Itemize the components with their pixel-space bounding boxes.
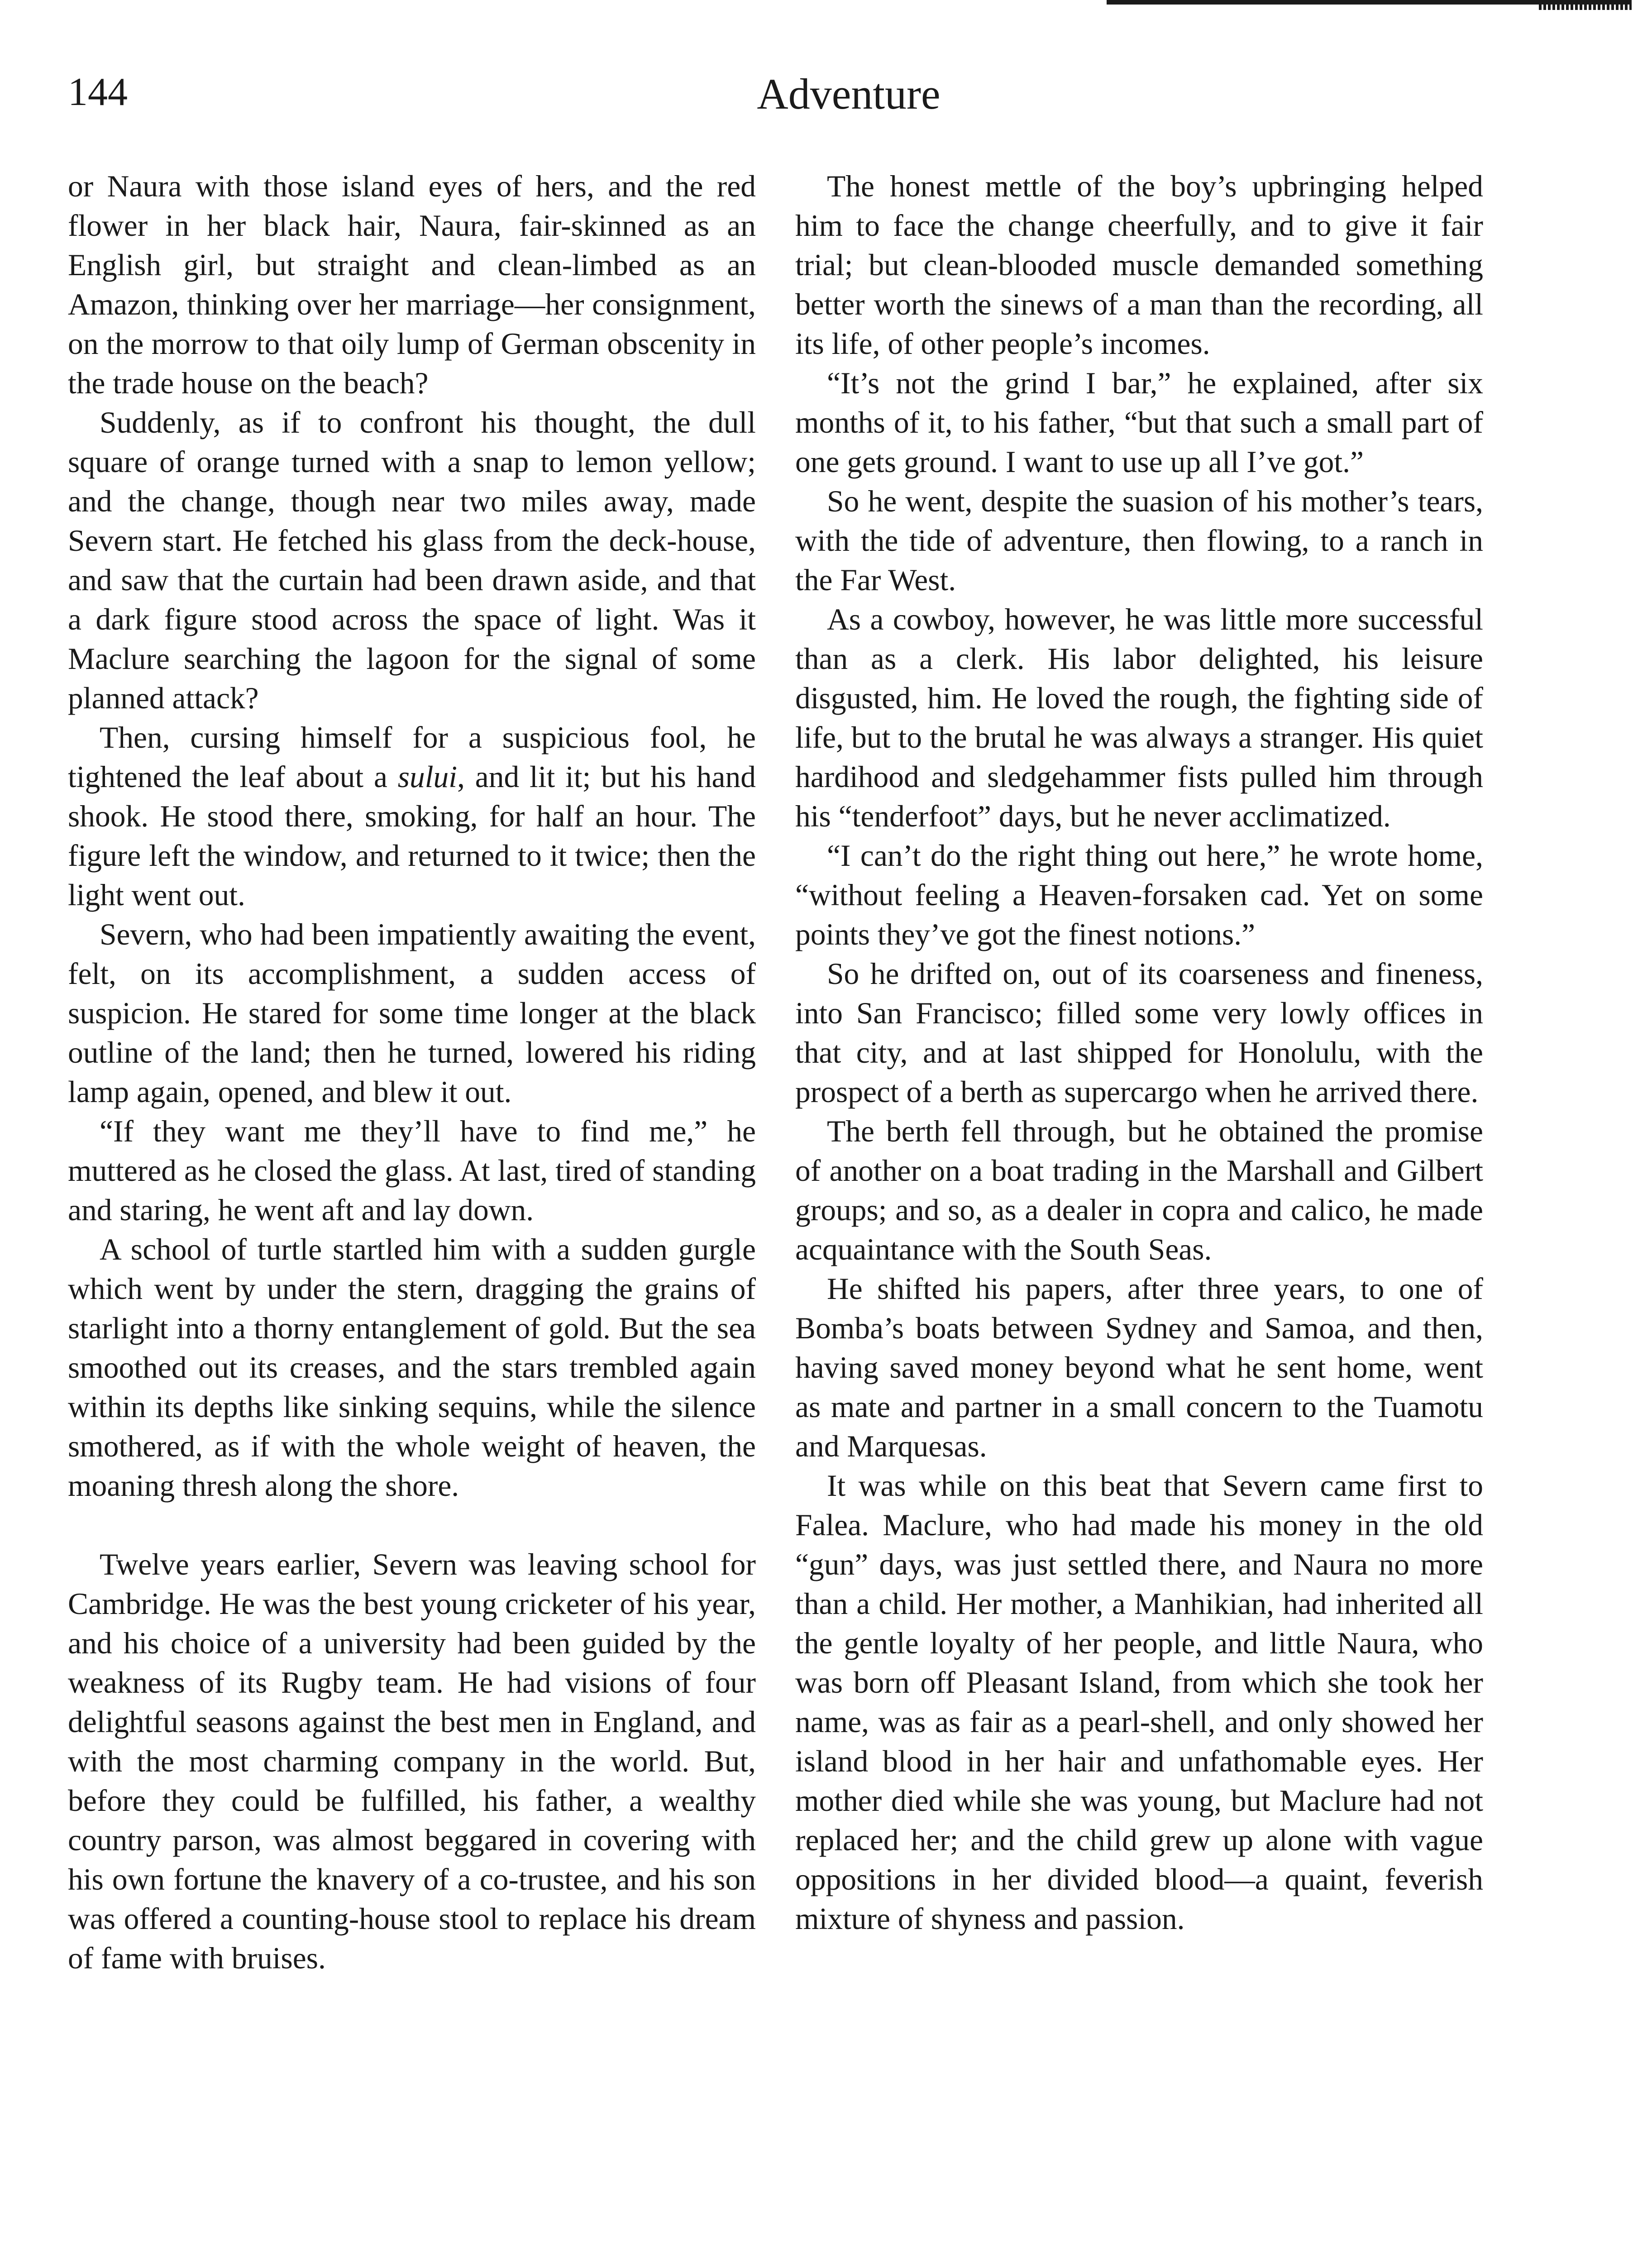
- paragraph: “It’s not the grind I bar,” he explained, after six months of it, to his father, “but that such a small part of one gets ground. I want to use up all I’ve got.”: [795, 366, 1483, 479]
- paragraph: Suddenly, as if to confront his thought, the dull square of orange turned with a snap to lemon yellow; and the change, though near two miles away, made Severn start. He fetched his glass from the deck-house, and saw that the curtain had been drawn aside, and that a dark figure stood across the space of light. Was it Maclure searching the lagoon for the signal of some planned attack?: [68, 406, 756, 715]
- paragraph-text: Then, cursing himself for a suspicious fool, he tightened the leaf about a: [68, 721, 756, 794]
- paragraph: Severn, who had been impatiently awaiting the event, felt, on its accomplishment, a sudden access of suspicion. He stared for some time longer at the black outline of the land; then he turned, lowered his riding lamp again, opened, and blew it out.: [68, 917, 756, 1109]
- paragraph: He shifted his papers, after three years, to one of Bomba’s boats between Sydney and Samoa, and then, having saved money beyond what he sent home, went as mate and partner in a small concern to the Tuamotu and Marquesas.: [795, 1272, 1483, 1463]
- left-column: [68, 167, 756, 1978]
- running-title: Adventure: [757, 70, 941, 118]
- paragraph: [68, 718, 756, 915]
- right-column: [795, 167, 1483, 1938]
- paragraph: Twelve years earlier, Severn was leaving school for Cambridge. He was the best young cricketer of his year, and his choice of a university had been guided by the weakness of its Rugby team. He had visions of four delightful seasons against the best men in England, and with the most charming company in the world. But, before they could be fulfilled, his father, a wealthy country parson, was almost beggared in covering with his own fortune the knavery of a co-trustee, and his son was offered a counting-house stool to replace his dream of fame with bruises.: [68, 1547, 756, 1975]
- paragraph: or Naura with those island eyes of hers, and the red flower in her black hair, Naura, fair-skinned as an English girl, but straight and clean-limbed as an Amazon, thinking over her marriage—her consignment, on the morrow to that oily lump of German obscenity in the trade house on the beach?: [68, 169, 756, 400]
- page-number: 144: [68, 70, 128, 114]
- paragraph: A school of turtle startled him with a sudden gurgle which went by under the stern, dragging the grains of starlight into a thorny entanglement of gold. But the sea smoothed out its creases, and the stars trembled again within its depths like sinking sequins, while the silence smothered, as if with the whole weight of heaven, the moaning thresh along the shore.: [68, 1232, 756, 1503]
- paragraph: The honest mettle of the boy’s upbringing helped him to face the change cheerfully, and to give it fair trial; but clean-blooded muscle demanded something better worth the sinews of a man than the recording, all its life, of other people’s incomes.: [795, 169, 1483, 361]
- paragraph: “If they want me they’ll have to find me,” he muttered as he closed the glass. At last, tired of standing and staring, he went aft and lay down.: [68, 1114, 756, 1227]
- paragraph: As a cowboy, however, he was little more successful than as a clerk. His labor delighted, his leisure disgusted, him. He loved the rough, the fighting side of life, but to the brutal he was always a stranger. His quiet hardihood and sledgehammer fists pulled him through his “tenderfoot” days, but he never acclimatized.: [795, 602, 1483, 833]
- paragraph: “I can’t do the right thing out here,” he wrote home, “without feeling a Heaven-forsaken cad. Yet on some points they’ve got the finest notions.”: [795, 839, 1483, 951]
- paragraph: So he drifted on, out of its coarseness and fineness, into San Francisco; filled some very lowly offices in that city, and at last shipped for Honolulu, with the prospect of a berth as supercargo when he arrived there.: [795, 957, 1483, 1109]
- page-header: [68, 72, 1575, 140]
- italic-word: sului: [397, 760, 458, 794]
- paragraph-text: , and lit it; but his hand shook. He stood there, smoking, for half an hour. The figure left the window, and returned to it twice; then the light went out.: [68, 760, 756, 912]
- paragraph: The berth fell through, but he obtained the promise of another on a boat trading in the Marshall and Gilbert groups; and so, as a dealer in copra and calico, he made acquaintance with the South Seas.: [795, 1114, 1483, 1266]
- top-rule-ornament: [1539, 4, 1632, 10]
- paragraph: It was while on this beat that Severn came first to Falea. Maclure, who had made his money in the old “gun” days, was just settled there, and Naura no more than a child. Her mother, a Manhikian, had inherited all the gentle loyalty of her people, and little Naura, who was born off Pleasant Island, from which she took her name, was as fair as a pearl-shell, and only showed her island blood in her hair and unfathomable eyes. Her mother died while she was young, but Maclure had not replaced her; and the child grew up alone with vague oppositions in her divided blood—a quaint, feverish mixture of shyness and passion.: [795, 1469, 1483, 1936]
- paragraph: So he went, despite the suasion of his mother’s tears, with the tide of adventure, then flowing, to a ranch in the Far West.: [795, 484, 1483, 597]
